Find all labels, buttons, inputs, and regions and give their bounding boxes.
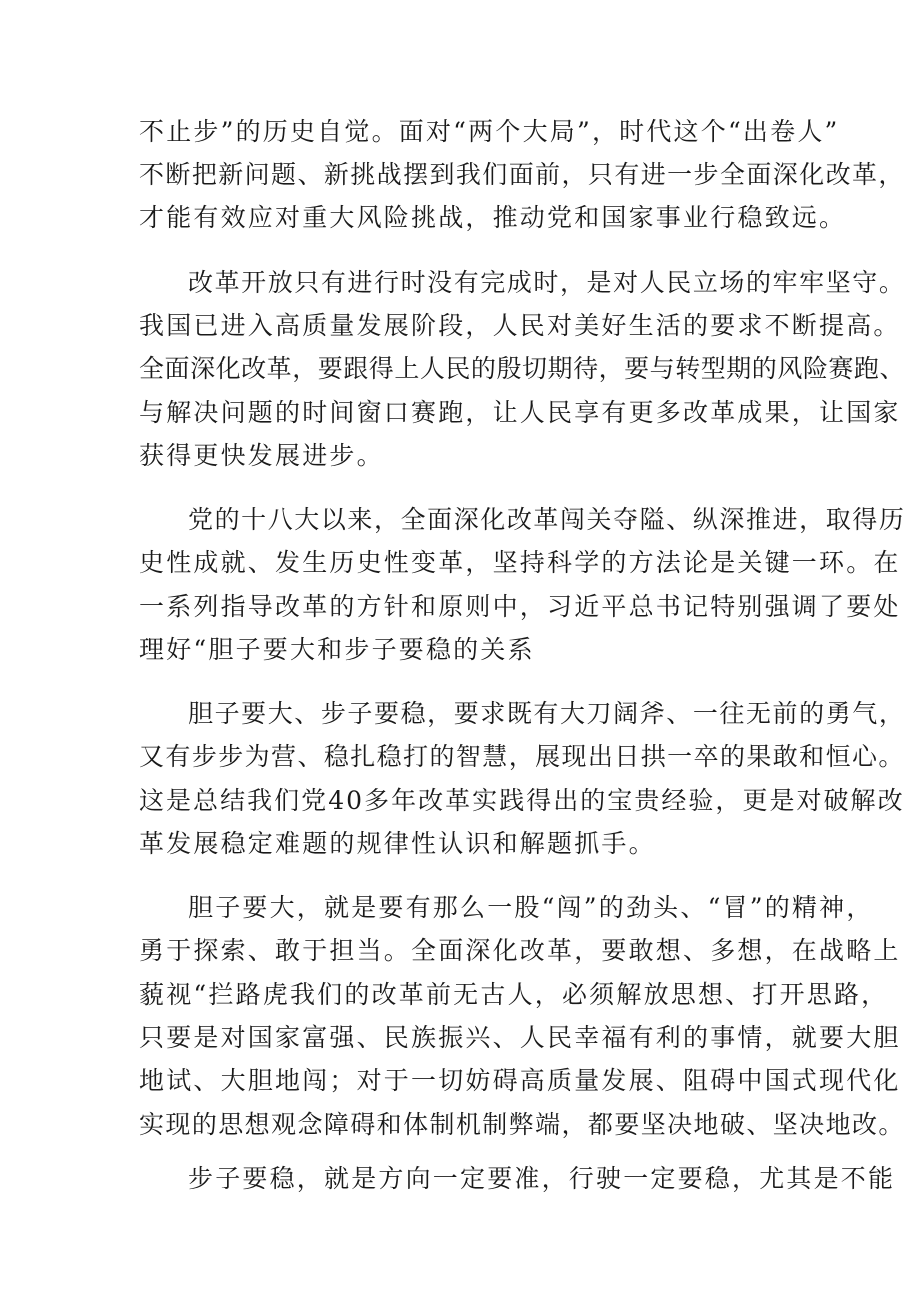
paragraph-1-line-3: 才能有效应对重大风险挑战，推动党和国家事业行稳致远。 (139, 203, 847, 232)
paragraph-1-line-1: 不止步”的历史自觉。面对“两个大局”，时代这个“出卷人” (139, 117, 840, 146)
paragraph-2-line-1: 改革开放只有进行时没有完成时，是对人民立场的牢牢坚守。 (188, 268, 906, 297)
paragraph-5-line-3: 藐视“拦路虎我们的改革前无古人，必须解放思想、打开思路， (139, 980, 889, 1009)
paragraph-5-line-1: 胆子要大，就是要有那么一股“闯”的劲头、“冒”的精神， (188, 893, 874, 922)
paragraph-5-line-6: 实现的思想观念障碍和体制机制弊端，都要坚决地破、坚决地改。 (139, 1110, 905, 1139)
paragraph-3-line-3: 一系列指导改革的方针和原则中，习近平总书记特别强调了要处 (139, 592, 901, 621)
paragraph-6-line-1: 步子要稳，就是方向一定要准，行驶一定要稳，尤其是不能 (188, 1164, 896, 1193)
paragraph-5-line-4: 只要是对国家富强、民族振兴、人民幸福有利的事情，就要大胆 (139, 1023, 901, 1052)
paragraph-4-line-2: 又有步步为营、稳扎稳打的智慧，展现出日拱一卒的果敢和恒心。 (139, 742, 905, 771)
paragraph-2-line-5: 获得更快发展进步。 (139, 441, 384, 470)
paragraph-2-line-4: 与解决问题的时间窗口赛跑，让人民享有更多改革成果，让国家 (139, 398, 901, 427)
paragraph-5-line-5: 地试、大胆地闯；对于一切妨碍高质量发展、阻碍中国式现代化 (139, 1066, 901, 1095)
paragraph-1-line-2: 不断把新问题、新挑战摆到我们面前，只有进一步全面深化改革， (139, 160, 905, 189)
paragraph-3-line-1: 党的十八大以来，全面深化改革闯关夺隘、纵深推进，取得历 (188, 505, 906, 534)
paragraph-4-line-1: 胆子要大、步子要稳，要求既有大刀阔斧、一往无前的勇气， (188, 699, 906, 728)
paragraph-4-line-4: 革发展稳定难题的规律性认识和解题抓手。 (139, 829, 656, 858)
paragraph-3-line-4: 理好“胆子要大和步子要稳的关系 (139, 635, 535, 664)
paragraph-5-line-2: 勇于探索、敢于担当。全面深化改革，要敢想、多想，在战略上 (139, 936, 901, 965)
paragraph-2-line-3: 全面深化改革，要跟得上人民的殷切期待，要与转型期的风险赛跑、 (139, 354, 906, 383)
paragraph-3-line-2: 史性成就、发生历史性变革，坚持科学的方法论是关键一环。在 (139, 548, 901, 577)
paragraph-2-line-2: 我国已进入高质量发展阶段，人民对美好生活的要求不断提高。 (139, 311, 901, 340)
paragraph-4-line-3: 这是总结我们党40多年改革实践得出的宝贵经验，更是对破解改 (139, 786, 905, 815)
